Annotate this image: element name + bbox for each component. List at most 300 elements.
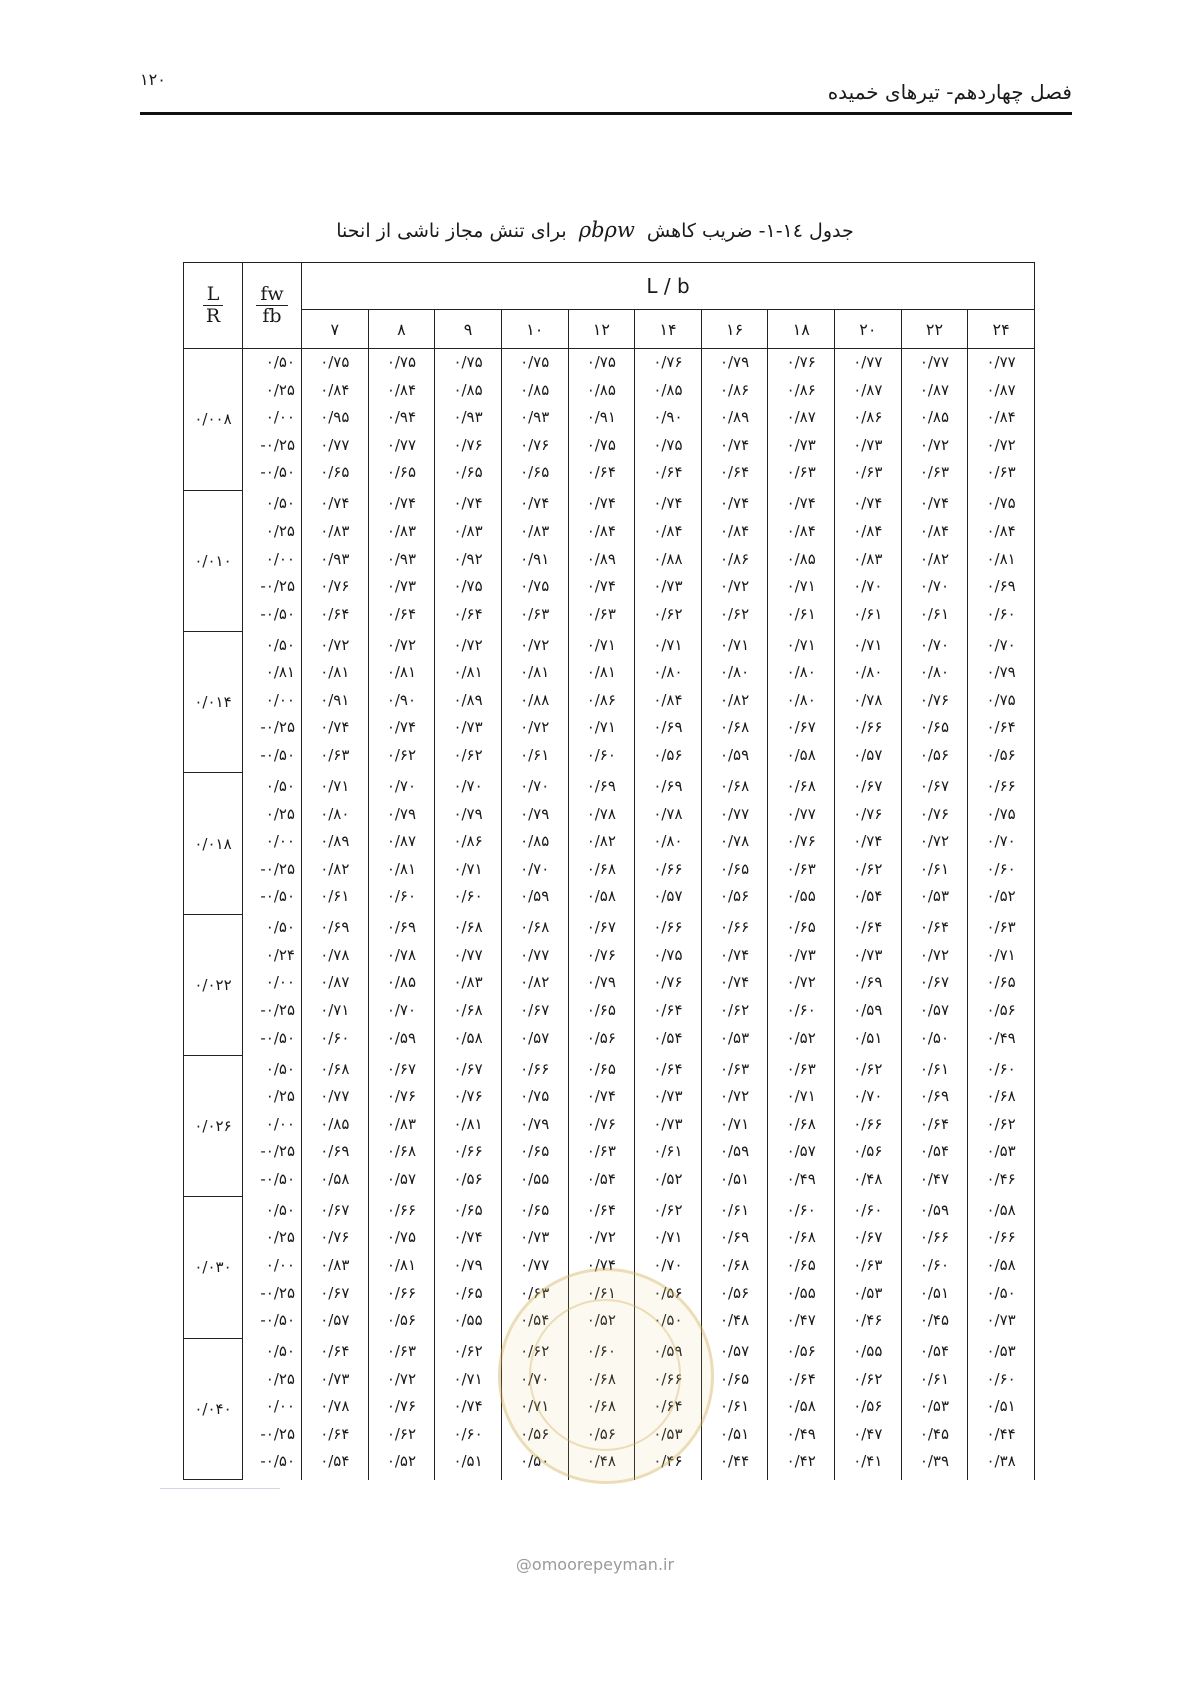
fw-fb-value: ۰/۵۰	[265, 1200, 295, 1219]
factor-value: ۰/۵۷	[719, 1342, 750, 1361]
factor-value: ۰/۷۲	[919, 832, 950, 851]
factor-value: ۰/۷۶	[320, 577, 350, 596]
factor-value: ۰/۵۴	[586, 1169, 616, 1188]
fw-fb-value: ۰/۲۵	[265, 804, 295, 823]
factor-value: ۰/۹۱	[520, 549, 550, 568]
lr-value: ۰/۰۱۴	[184, 632, 243, 773]
factor-value: ۰/۸۱	[386, 663, 417, 682]
factor-value: ۰/۶۵	[453, 463, 483, 482]
factor-value: ۰/۷۰	[453, 776, 483, 795]
table-row-group	[184, 1056, 1035, 1197]
factor-value: ۰/۶۶	[653, 1369, 683, 1388]
factor-value: ۰/۷۶	[586, 1114, 616, 1133]
factor-value: ۰/۶۲	[853, 1059, 883, 1078]
fw-fb-value: ۰/۵۰	[265, 1059, 295, 1078]
factor-column	[701, 773, 768, 914]
factor-value: ۰/۵۶	[520, 1424, 550, 1443]
factor-column	[635, 349, 702, 491]
factor-column	[701, 349, 768, 491]
factor-value: ۰/۵۰	[653, 1311, 683, 1330]
factor-value: ۰/۸۷	[853, 380, 883, 399]
factor-value: ۰/۷۱	[586, 635, 616, 654]
factor-column	[635, 490, 702, 631]
factor-value: ۰/۷۳	[453, 718, 483, 737]
factor-value: ۰/۸۴	[320, 380, 350, 399]
factor-value: ۰/۷۰	[986, 635, 1016, 654]
factor-column	[568, 773, 635, 914]
fw-fb-value: ۰/۰۰	[265, 1114, 295, 1133]
factor-value: ۰/۷۲	[520, 718, 550, 737]
factor-value: ۰/۷۸	[320, 945, 350, 964]
factor-value: ۰/۷۶	[586, 945, 616, 964]
factor-value: ۰/۶۵	[719, 1369, 750, 1388]
factor-value: ۰/۸۳	[453, 521, 483, 540]
factor-value: ۰/۷۰	[386, 1000, 417, 1019]
factor-value: ۰/۵۶	[719, 887, 750, 906]
factor-value: ۰/۸۴	[919, 521, 950, 540]
factor-value: ۰/۶۴	[719, 463, 750, 482]
factor-value: ۰/۵۶	[853, 1397, 883, 1416]
lb-value: ۸	[368, 310, 435, 349]
factor-value: ۰/۶۳	[320, 745, 350, 764]
fw-fb-values	[243, 632, 302, 773]
factor-column	[701, 914, 768, 1055]
factor-value: ۰/۶۹	[386, 918, 417, 937]
factor-value: ۰/۷۷	[520, 945, 550, 964]
factor-value: ۰/۵۳	[986, 1342, 1016, 1361]
factor-value: ۰/۵۴	[853, 887, 883, 906]
factor-value: ۰/۵۸	[986, 1200, 1016, 1219]
factor-value: ۰/۴۴	[719, 1452, 750, 1471]
fw-fb-value: ۰/۰۰	[265, 549, 295, 568]
lb-value: ۲۰	[835, 310, 902, 349]
factor-column	[635, 1056, 702, 1197]
factor-value: ۰/۸۴	[986, 408, 1016, 427]
fw-fb-values	[243, 1197, 302, 1338]
factor-value: ۰/۸۴	[386, 380, 417, 399]
factor-value: ۰/۶۴	[586, 463, 616, 482]
factor-value: ۰/۴۴	[986, 1424, 1016, 1443]
factor-value: ۰/۶۶	[386, 1200, 417, 1219]
factor-value: ۰/۷۵	[986, 690, 1016, 709]
lb-value: ۹	[435, 310, 502, 349]
fw-fb-value: -۰/۵۰	[260, 745, 295, 764]
factor-value: ۰/۵۳	[986, 1142, 1016, 1161]
factor-value: ۰/۶۴	[586, 1200, 616, 1219]
factor-value: ۰/۷۹	[520, 1114, 550, 1133]
factor-value: ۰/۷۳	[320, 1369, 350, 1388]
lb-value: ۱۰	[501, 310, 568, 349]
factor-column	[901, 773, 968, 914]
factor-column	[701, 490, 768, 631]
factor-value: ۰/۷۲	[919, 945, 950, 964]
factor-value: ۰/۵۲	[586, 1311, 616, 1330]
factor-column	[968, 1197, 1035, 1338]
factor-value: ۰/۷۰	[520, 776, 550, 795]
fw-fb-value: -۰/۵۰	[260, 1311, 295, 1330]
factor-value: ۰/۶۲	[853, 859, 883, 878]
factor-column	[768, 490, 835, 631]
lr-value: ۰/۰۳۰	[184, 1197, 243, 1338]
factor-value: ۰/۷۰	[986, 832, 1016, 851]
factor-column	[368, 773, 435, 914]
factor-value: ۰/۵۱	[986, 1397, 1016, 1416]
factor-column	[302, 1056, 369, 1197]
factor-value: ۰/۶۵	[919, 718, 950, 737]
lb-value: ۱۴	[635, 310, 702, 349]
factor-value: ۰/۸۵	[320, 1114, 350, 1133]
factor-column	[701, 1056, 768, 1197]
factor-value: ۰/۸۴	[586, 521, 616, 540]
factor-value: ۰/۶۸	[586, 859, 616, 878]
factor-value: ۰/۷۶	[919, 804, 950, 823]
factor-value: ۰/۸۲	[919, 549, 950, 568]
watermark-seal	[498, 1268, 714, 1484]
factor-value: ۰/۳۸	[986, 1452, 1016, 1471]
factor-value: ۰/۵۸	[453, 1028, 483, 1047]
factor-value: ۰/۷۶	[786, 353, 816, 371]
factor-value: ۰/۷۱	[653, 1228, 683, 1247]
factor-value: ۰/۶۷	[853, 1228, 883, 1247]
factor-value: ۰/۷۸	[586, 804, 616, 823]
factor-value: ۰/۶۶	[719, 918, 750, 937]
factor-value: ۰/۹۲	[453, 549, 483, 568]
factor-value: ۰/۸۱	[453, 663, 483, 682]
factor-column	[835, 773, 902, 914]
factor-value: ۰/۷۳	[986, 1311, 1016, 1330]
factor-value: ۰/۶۰	[986, 1059, 1016, 1078]
factor-value: ۰/۶۵	[520, 463, 550, 482]
factor-column	[435, 349, 502, 491]
factor-value: ۰/۷۳	[853, 945, 883, 964]
lr-value: ۰/۰۱۸	[184, 773, 243, 914]
factor-value: ۰/۷۵	[386, 353, 417, 371]
factor-value: ۰/۵۹	[520, 887, 550, 906]
factor-value: ۰/۵۴	[653, 1028, 683, 1047]
factor-value: ۰/۶۲	[719, 1000, 750, 1019]
factor-value: ۰/۵۶	[786, 1342, 816, 1361]
fw-fb-values	[243, 490, 302, 631]
factor-value: ۰/۶۸	[786, 776, 816, 795]
factor-value: ۰/۷۵	[586, 435, 616, 454]
fw-fb-value: ۰/۰۰	[265, 408, 295, 427]
factor-value: ۰/۶۱	[586, 1283, 616, 1302]
factor-value: ۰/۵۸	[586, 887, 616, 906]
factor-value: ۰/۶۱	[919, 604, 950, 623]
lr-value: ۰/۰۰۸	[184, 349, 243, 491]
factor-value: ۰/۵۴	[520, 1311, 550, 1330]
factor-value: ۰/۷۴	[320, 718, 350, 737]
factor-value: ۰/۶۸	[986, 1087, 1016, 1106]
factor-value: ۰/۶۳	[586, 604, 616, 623]
factor-value: ۰/۷۹	[453, 1255, 483, 1274]
fw-fb-value: -۰/۵۰	[260, 1169, 295, 1188]
factor-column	[901, 632, 968, 773]
factor-value: ۰/۶۳	[853, 463, 883, 482]
factor-value: ۰/۸۵	[919, 408, 950, 427]
factor-value: ۰/۷۶	[386, 1397, 417, 1416]
factor-column	[302, 632, 369, 773]
fw-fb-header	[243, 263, 302, 349]
factor-value: ۰/۵۰	[986, 1283, 1016, 1302]
fw-fb-value: ۰/۲۴	[265, 945, 295, 964]
factor-value: ۰/۷۴	[453, 1228, 483, 1247]
lr-header-numerator: L	[203, 284, 224, 306]
factor-value: ۰/۶۷	[586, 918, 616, 937]
factor-value: ۰/۸۷	[919, 380, 950, 399]
factor-column	[568, 349, 635, 491]
fw-fb-values	[243, 773, 302, 914]
fw-fb-value: ۰/۰۰	[265, 832, 295, 851]
factor-value: ۰/۵۱	[719, 1169, 750, 1188]
factor-column	[302, 1338, 369, 1479]
factor-value: ۰/۵۹	[919, 1200, 950, 1219]
factor-value: ۰/۵۵	[786, 887, 816, 906]
factor-column	[568, 632, 635, 773]
factor-value: ۰/۸۷	[986, 380, 1016, 399]
site-watermark	[0, 1555, 1190, 1574]
fw-fb-value: ۰/۲۵	[265, 1087, 295, 1106]
factor-value: ۰/۶۹	[853, 973, 883, 992]
factor-value: ۰/۶۸	[586, 1397, 616, 1416]
fw-fb-value: -۰/۵۰	[260, 463, 295, 482]
fw-fb-header-denominator: fb	[262, 304, 282, 327]
factor-value: ۰/۶۰	[986, 859, 1016, 878]
factor-value: ۰/۵۴	[919, 1342, 950, 1361]
factor-value: ۰/۶۹	[653, 718, 683, 737]
factor-value: ۰/۸۵	[520, 380, 550, 399]
factor-value: ۰/۶۵	[386, 463, 417, 482]
factor-value: ۰/۷۷	[986, 353, 1016, 371]
factor-column	[368, 349, 435, 491]
lr-header-denominator: R	[205, 304, 221, 327]
factor-value: ۰/۹۴	[386, 408, 417, 427]
factor-value: ۰/۷۴	[919, 494, 950, 513]
factor-value: ۰/۵۵	[520, 1169, 550, 1188]
factor-value: ۰/۵۶	[386, 1311, 417, 1330]
factor-value: ۰/۶۲	[986, 1114, 1016, 1133]
factor-value: ۰/۸۳	[320, 1255, 350, 1274]
factor-value: ۰/۶۳	[786, 859, 816, 878]
factor-column	[435, 490, 502, 631]
factor-value: ۰/۸۴	[653, 690, 683, 709]
factor-value: ۰/۶۳	[586, 1142, 616, 1161]
chapter-title: فصل چهاردهم- تیرهای خمیده	[827, 80, 1072, 104]
factor-column	[768, 632, 835, 773]
factor-value: ۰/۵۳	[919, 1397, 950, 1416]
factor-value: ۰/۷۳	[786, 945, 816, 964]
factor-value: ۰/۷۳	[853, 435, 883, 454]
factor-value: ۰/۶۱	[320, 887, 350, 906]
factor-value: ۰/۷۵	[586, 353, 616, 371]
factor-value: ۰/۷۰	[386, 776, 417, 795]
factor-value: ۰/۶۲	[520, 1342, 550, 1361]
factor-value: ۰/۵۸	[986, 1255, 1016, 1274]
factor-value: ۰/۸۶	[453, 832, 483, 851]
factor-value: ۰/۷۱	[453, 1369, 483, 1388]
factor-value: ۰/۸۳	[520, 521, 550, 540]
factor-column	[701, 632, 768, 773]
factor-value: ۰/۶۰	[919, 1255, 950, 1274]
factor-value: ۰/۵۳	[653, 1424, 683, 1443]
factor-column	[501, 349, 568, 491]
factor-column	[568, 1056, 635, 1197]
factor-column	[968, 349, 1035, 491]
factor-value: ۰/۷۱	[586, 718, 616, 737]
factor-value: ۰/۷۵	[520, 577, 550, 596]
factor-value: ۰/۷۳	[786, 435, 816, 454]
factor-value: ۰/۷۶	[919, 690, 950, 709]
factor-value: ۰/۷۴	[586, 494, 616, 513]
factor-value: ۰/۶۸	[786, 1228, 816, 1247]
factor-value: ۰/۶۱	[653, 1142, 683, 1161]
fw-fb-value: -۰/۲۵	[260, 577, 295, 596]
fw-fb-values	[243, 914, 302, 1055]
factor-value: ۰/۶۴	[986, 718, 1016, 737]
factor-value: ۰/۶۶	[919, 1228, 950, 1247]
factor-value: ۰/۸۱	[386, 859, 417, 878]
factor-value: ۰/۷۵	[653, 435, 683, 454]
factor-column	[835, 490, 902, 631]
factor-value: ۰/۷۴	[453, 494, 483, 513]
factor-value: ۰/۷۹	[719, 353, 750, 371]
fw-fb-header-numerator: fw	[256, 284, 287, 306]
factor-column	[501, 1056, 568, 1197]
lb-header: L / b	[302, 263, 1035, 310]
table-head	[184, 263, 1035, 349]
factor-column	[835, 1056, 902, 1197]
factor-value: ۰/۵۰	[919, 1028, 950, 1047]
factor-value: ۰/۵۹	[853, 1000, 883, 1019]
factor-value: ۰/۷۱	[786, 577, 816, 596]
factor-value: ۰/۶۵	[520, 1200, 550, 1219]
fw-fb-value: -۰/۲۵	[260, 859, 295, 878]
lb-value: ۱۸	[768, 310, 835, 349]
fw-fb-values	[243, 349, 302, 491]
factor-value: ۰/۶۵	[520, 1142, 550, 1161]
factor-value: ۰/۶۳	[520, 604, 550, 623]
factor-value: ۰/۵۶	[719, 1283, 750, 1302]
factor-value: ۰/۷۸	[320, 1397, 350, 1416]
lb-value: ۱۶	[701, 310, 768, 349]
factor-value: ۰/۷۸	[719, 832, 750, 851]
factor-column	[368, 632, 435, 773]
factor-value: ۰/۶۷	[919, 973, 950, 992]
factor-value: ۰/۷۳	[520, 1228, 550, 1247]
factor-value: ۰/۷۴	[586, 577, 616, 596]
factor-column	[835, 632, 902, 773]
factor-value: ۰/۸۷	[320, 973, 350, 992]
factor-value: ۰/۵۶	[453, 1169, 483, 1188]
factor-value: ۰/۶۹	[919, 1087, 950, 1106]
fw-fb-value: -۰/۲۵	[260, 1424, 295, 1443]
factor-value: ۰/۸۴	[786, 521, 816, 540]
factor-column	[968, 490, 1035, 631]
caption-text-before: جدول ١٤-١- ضریب کاهش	[646, 220, 854, 242]
factor-value: ۰/۸۷	[786, 408, 816, 427]
factor-column	[568, 914, 635, 1055]
factor-value: ۰/۹۰	[386, 690, 417, 709]
factor-value: ۰/۶۶	[653, 918, 683, 937]
factor-value: ۰/۷۲	[719, 577, 750, 596]
factor-column	[901, 490, 968, 631]
factor-value: ۰/۷۷	[919, 353, 950, 371]
table-row-group	[184, 632, 1035, 773]
factor-value: ۰/۷۷	[320, 1087, 350, 1106]
factor-value: ۰/۶۰	[986, 1369, 1016, 1388]
factor-value: ۰/۷۸	[853, 690, 883, 709]
factor-value: ۰/۶۸	[453, 1000, 483, 1019]
factor-value: ۰/۶۲	[653, 1200, 683, 1219]
factor-value: ۰/۸۲	[520, 973, 550, 992]
factor-value: ۰/۸۱	[586, 663, 616, 682]
factor-value: ۰/۷۴	[719, 494, 750, 513]
factor-column	[368, 1056, 435, 1197]
factor-value: ۰/۵۲	[653, 1169, 683, 1188]
factor-value: ۰/۴۸	[586, 1452, 616, 1471]
factor-value: ۰/۶۱	[853, 604, 883, 623]
fw-fb-value: ۰/۵۰	[265, 918, 295, 937]
factor-value: ۰/۶۱	[919, 1369, 950, 1388]
factor-value: ۰/۶۸	[786, 1114, 816, 1133]
fw-fb-value: ۰/۲۵	[265, 380, 295, 399]
factor-value: ۰/۵۷	[653, 887, 683, 906]
factor-value: ۰/۸۰	[653, 832, 683, 851]
table-caption	[0, 218, 1190, 242]
factor-value: ۰/۷۶	[653, 973, 683, 992]
factor-column	[302, 914, 369, 1055]
factor-value: ۰/۶۳	[853, 1255, 883, 1274]
lb-value: ۷	[302, 310, 369, 349]
factor-value: ۰/۷۷	[386, 435, 417, 454]
factor-value: ۰/۶۸	[320, 1059, 350, 1078]
lr-value: ۰/۰۲۲	[184, 914, 243, 1055]
factor-value: ۰/۷۴	[586, 1255, 616, 1274]
factor-value: ۰/۷۰	[919, 635, 950, 654]
factor-value: ۰/۸۰	[853, 663, 883, 682]
factor-value: ۰/۷۶	[520, 435, 550, 454]
factor-value: ۰/۶۱	[919, 859, 950, 878]
factor-value: ۰/۷۹	[520, 804, 550, 823]
factor-value: ۰/۷۶	[853, 804, 883, 823]
factor-value: ۰/۵۶	[586, 1028, 616, 1047]
factor-value: ۰/۷۵	[453, 353, 483, 371]
fw-fb-value: ۰/۰۰	[265, 973, 295, 992]
factor-value: ۰/۸۱	[386, 1255, 417, 1274]
factor-value: ۰/۶۵	[586, 1059, 616, 1078]
factor-value: ۰/۶۴	[653, 1397, 683, 1416]
fw-fb-value: ۰/۲۵	[265, 1369, 295, 1388]
factor-value: ۰/۷۱	[786, 1087, 816, 1106]
factor-value: ۰/۶۴	[919, 1114, 950, 1133]
factor-value: ۰/۶۳	[719, 1059, 750, 1078]
factor-column	[501, 632, 568, 773]
factor-value: ۰/۷۵	[320, 353, 350, 371]
fw-fb-value: ۰/۸۱	[265, 663, 295, 682]
factor-value: ۰/۹۱	[586, 408, 616, 427]
factor-column	[768, 349, 835, 491]
factor-value: ۰/۸۰	[719, 663, 750, 682]
factor-value: ۰/۷۴	[453, 1397, 483, 1416]
factor-value: ۰/۵۵	[786, 1283, 816, 1302]
factor-value: ۰/۵۶	[986, 1000, 1016, 1019]
factor-column	[368, 914, 435, 1055]
fw-fb-value: -۰/۵۰	[260, 887, 295, 906]
factor-value: ۰/۷۷	[853, 353, 883, 371]
factor-value: ۰/۷۱	[986, 945, 1016, 964]
factor-value: ۰/۷۴	[386, 494, 417, 513]
factor-column	[968, 1338, 1035, 1479]
